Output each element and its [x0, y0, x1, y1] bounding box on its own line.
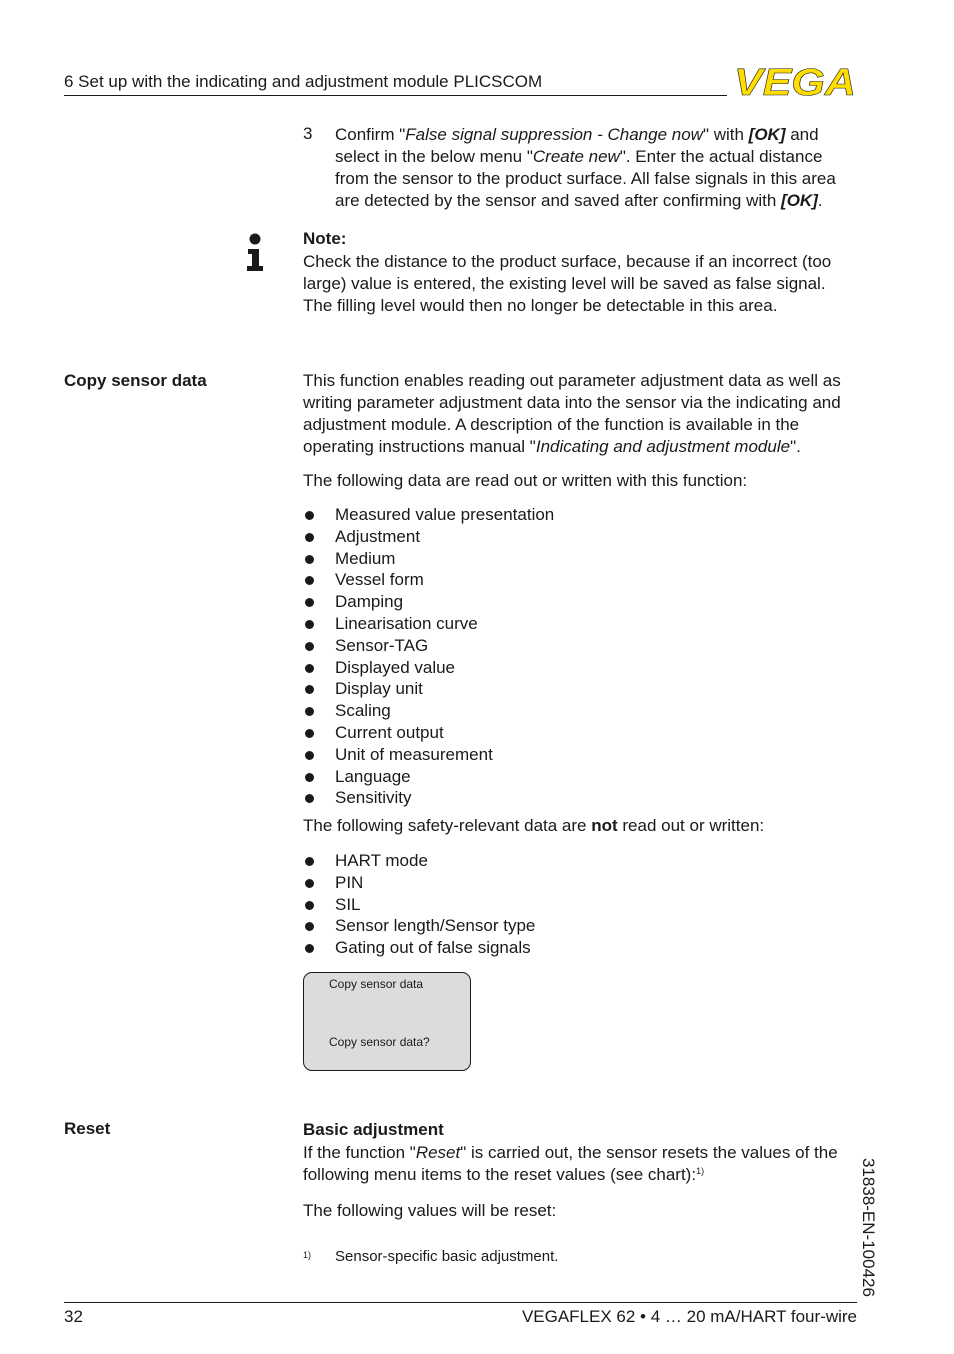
- reset-values-intro: The following values will be reset:: [303, 1201, 557, 1220]
- list-item: Sensitivity: [303, 787, 554, 809]
- note-text: Check the distance to the product surface, because if an incorrect (too large) value is entered, the existing level will be saved as false signal. The filling level would then no longer be detectable in this area.: [303, 252, 832, 315]
- list-item: Adjustment: [303, 526, 554, 548]
- document-code: 31838-EN-100426: [859, 1158, 878, 1297]
- list-item: Sensor length/Sensor type: [303, 915, 535, 937]
- list-item: Linearisation curve: [303, 613, 554, 635]
- list-item: Vessel form: [303, 569, 554, 591]
- step-3-text: Confirm "False signal suppression - Change now" with [OK] and select in the below menu "Create new". Enter the actual distance from the sensor to the product surface. All false signals in this area are detected by the sensor and saved after confirming with [OK].: [335, 125, 836, 210]
- list-item: Displayed value: [303, 657, 554, 679]
- list-item: Medium: [303, 548, 554, 570]
- footnote: [303, 1248, 559, 1265]
- footer-rule: [64, 1302, 857, 1303]
- copied-data-list: [303, 504, 554, 809]
- list-item: Scaling: [303, 700, 554, 722]
- section-header: 6 Set up with the indicating and adjustment module PLICSCOM: [64, 72, 543, 91]
- list-item: HART mode: [303, 850, 535, 872]
- list-item: Damping: [303, 591, 554, 613]
- list-item: Language: [303, 766, 554, 788]
- list-item: Gating out of false signals: [303, 937, 535, 959]
- logo-text: VEGA: [734, 64, 856, 98]
- display-screenshot: [303, 972, 471, 1071]
- vega-logo: [734, 64, 858, 98]
- header-rule: [64, 95, 727, 96]
- page-number: 32: [64, 1307, 83, 1326]
- footnote-reference: 1): [696, 1166, 705, 1176]
- info-icon: [245, 233, 265, 273]
- list-item: Display unit: [303, 678, 554, 700]
- list-item: Unit of measurement: [303, 744, 554, 766]
- copy-sensor-data-heading: Copy sensor data: [64, 371, 207, 390]
- not-copied-intro: The following safety-relevant data are not read out or written:: [303, 816, 765, 835]
- basic-adjustment-heading: Basic adjustment: [303, 1120, 444, 1139]
- footer-product: VEGAFLEX 62 • 4 … 20 mA/HART four-wire: [521, 1307, 857, 1326]
- reset-heading: Reset: [64, 1119, 111, 1138]
- reset-description: If the function "Reset" is carried out, the sensor resets the values of the following menu items to the reset values (see chart):$^{1)}$: [303, 1143, 838, 1184]
- note-title: Note:: [303, 229, 347, 248]
- copy-description: This function enables reading out parameter adjustment data as well as writing parameter adjustment data into the sensor via the indicating and adjustment module. A description of the function is available in the operating instructions manual "Indicating and adjustment module".: [303, 371, 841, 456]
- not-copied-list: [303, 850, 535, 959]
- footnote-mark: 1): [303, 1250, 312, 1260]
- list-item: Current output: [303, 722, 554, 744]
- copy-list-intro: The following data are read out or written with this function:: [303, 471, 748, 490]
- list-item: Sensor-TAG: [303, 635, 554, 657]
- list-item: SIL: [303, 894, 535, 916]
- footnote-text: Sensor-specific basic adjustment.: [335, 1248, 559, 1265]
- list-item: PIN: [303, 872, 535, 894]
- display-line-title: Copy sensor data: [329, 977, 424, 991]
- step-number: 3: [303, 124, 313, 143]
- list-item: Measured value presentation: [303, 504, 554, 526]
- display-line-prompt: Copy sensor data?: [329, 1035, 430, 1049]
